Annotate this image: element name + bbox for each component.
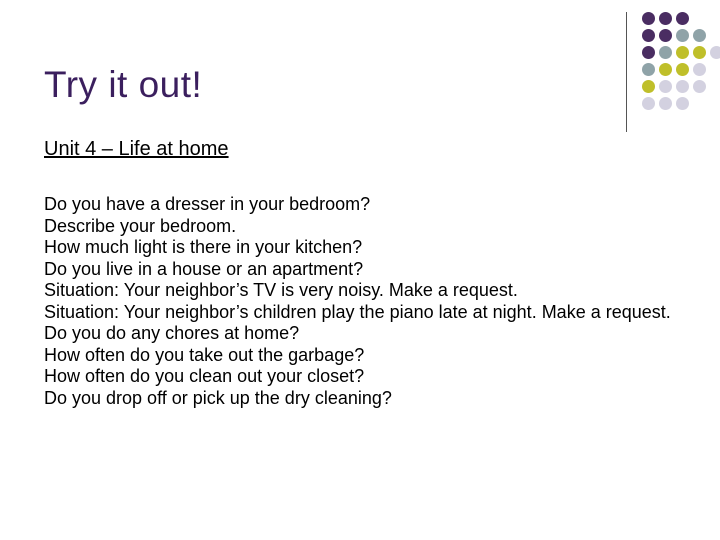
list-item: Do you have a dresser in your bedroom? <box>44 194 371 214</box>
decorative-dot <box>693 80 706 93</box>
slide-title: Try it out! <box>44 64 203 105</box>
decorative-dot <box>693 63 706 76</box>
list-item: Situation: Your neighbor’s TV is very noisy. Make a request. <box>44 280 518 300</box>
list-item: Describe your bedroom. <box>44 215 237 236</box>
decorative-dot <box>659 12 672 25</box>
decorative-dot <box>676 46 689 59</box>
decorative-dot <box>676 63 689 76</box>
list-item: How often do you clean out your closet? <box>44 366 365 386</box>
vertical-divider <box>626 12 627 132</box>
decorative-dot <box>693 29 706 42</box>
list-item: How much light is there in your kitchen? <box>44 237 363 257</box>
decorative-dot <box>676 97 689 110</box>
decorative-dot <box>642 29 655 42</box>
decorative-dot <box>676 12 689 25</box>
question-list <box>44 194 694 409</box>
slide-subtitle: Unit 4 – Life at home <box>44 138 229 160</box>
decorative-dot <box>710 46 720 59</box>
list-item: Do you do any chores at home? <box>44 323 300 343</box>
decorative-dot <box>642 12 655 25</box>
decorative-dot <box>659 63 672 76</box>
decorative-dot <box>642 97 655 110</box>
decorative-dot <box>642 46 655 59</box>
decorative-dot <box>642 80 655 93</box>
decorative-dot <box>659 46 672 59</box>
decorative-dot <box>676 29 689 42</box>
decorative-dot <box>642 63 655 76</box>
decorative-dot <box>676 80 689 93</box>
list-item: Do you drop off or pick up the dry cleaning? <box>44 387 392 408</box>
decorative-dot <box>693 46 706 59</box>
list-item: Situation: Your neighbor’s children play the piano late at night. Make a request. <box>44 301 671 322</box>
decorative-dot <box>659 80 672 93</box>
list-item: How often do you take out the garbage? <box>44 344 365 365</box>
decorative-dot <box>659 29 672 42</box>
list-item: Do you live in a house or an apartment? <box>44 258 364 279</box>
decorative-dot <box>659 97 672 110</box>
